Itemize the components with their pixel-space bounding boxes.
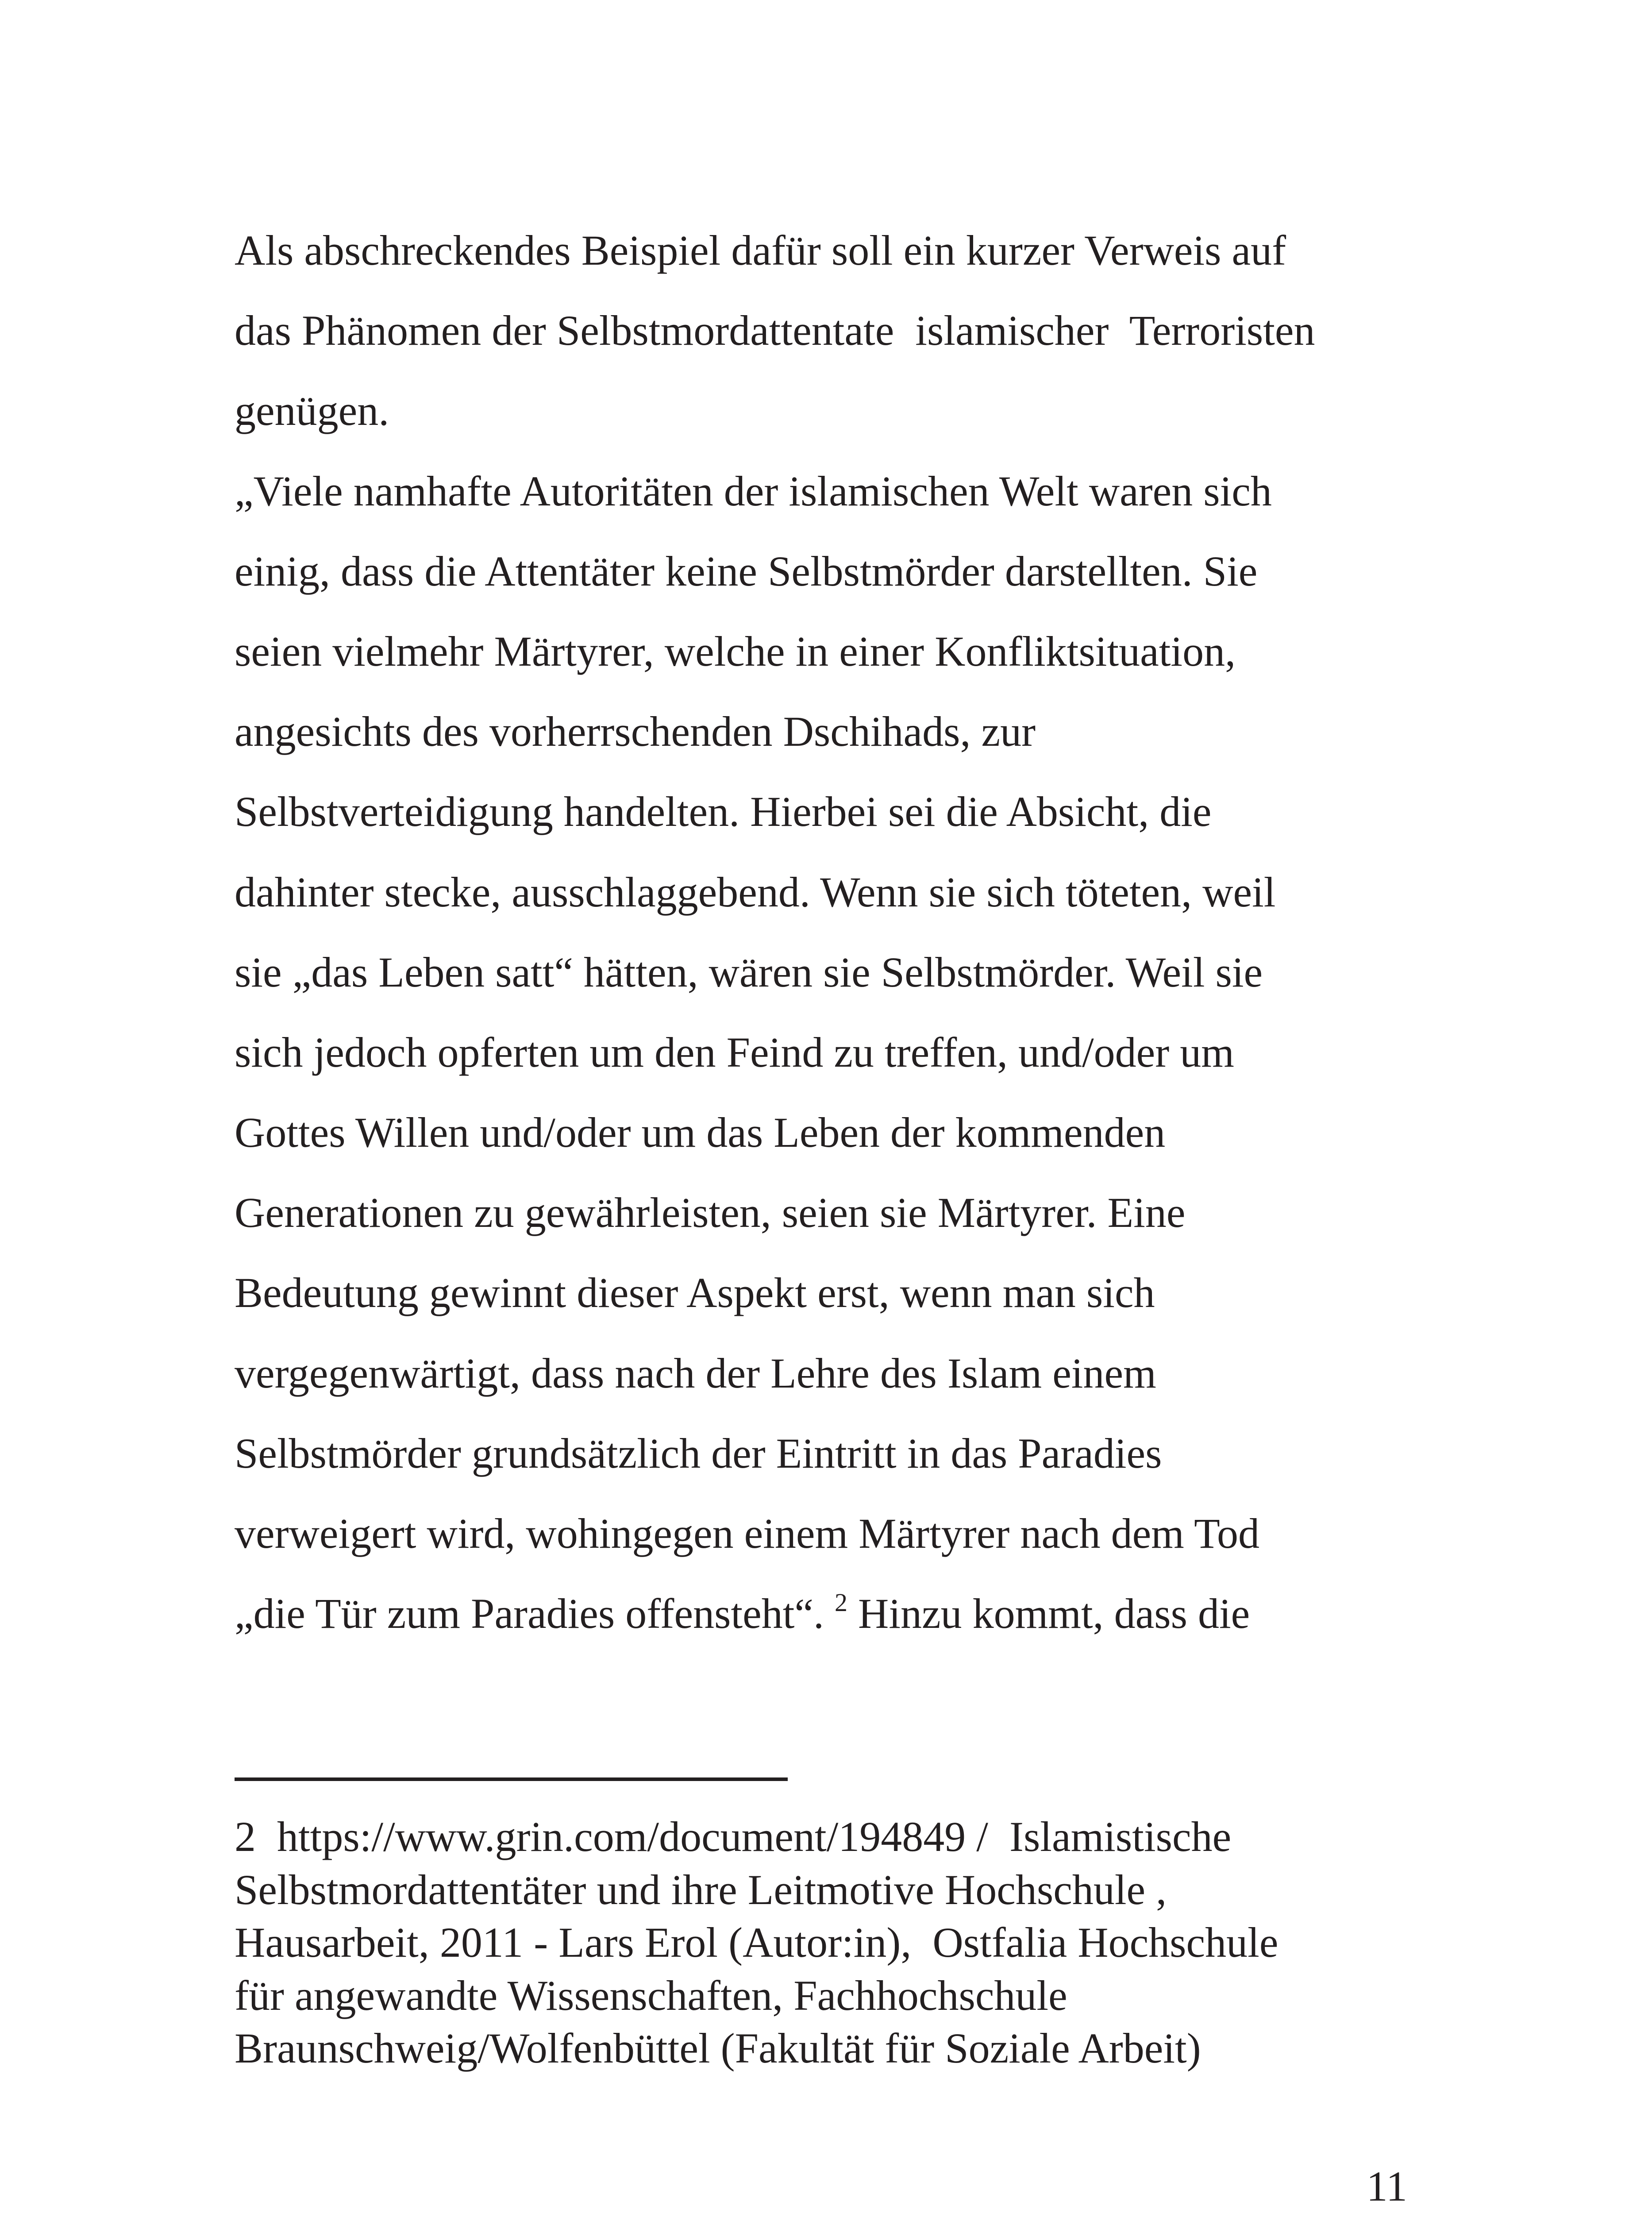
body-line: Als abschreckendes Beispiel dafür soll ein kurzer Verweis auf xyxy=(235,227,1286,274)
body-line: Selbstmörder grundsätzlich der Eintritt in das Paradies xyxy=(235,1429,1162,1477)
body-line: verweigert wird, wohingegen einem Märtyrer nach dem Tod xyxy=(235,1510,1260,1557)
body-line: angesichts des vorherrschenden Dschihads, zur xyxy=(235,708,1036,756)
body-line: genügen. xyxy=(235,387,389,435)
body-line-text: „die Tür zum Paradies offensteht“. xyxy=(235,1590,835,1638)
footnote-line: Braunschweig/Wolfenbüttel (Fakultät für Soziale Arbeit) xyxy=(235,2024,1201,2072)
body-line: seien vielmehr Märtyrer, welche in einer Konfliktsituation, xyxy=(235,627,1236,675)
body-line: Gottes Willen und/oder um das Leben der kommenden xyxy=(235,1109,1166,1157)
body-text xyxy=(235,210,1465,1654)
body-line: sich jedoch opferten um den Feind zu treffen, und/oder um xyxy=(235,1028,1234,1076)
footnote-line: Hausarbeit, 2011 - Lars Erol (Autor:in), Ostfalia Hochschule xyxy=(235,1919,1278,1966)
body-line: dahinter stecke, ausschlaggebend. Wenn sie sich töteten, weil xyxy=(235,868,1276,916)
footnote-line: für angewandte Wissenschaften, Fachhochschule xyxy=(235,1971,1067,2019)
footnote-separator xyxy=(235,1777,788,1781)
body-line: einig, dass die Attentäter keine Selbstmörder darstellten. Sie xyxy=(235,547,1258,595)
footnote-reference[interactable]: 2 xyxy=(835,1588,847,1617)
footnote-line: Selbstmordattentäter und ihre Leitmotive Hochschule , xyxy=(235,1866,1167,1913)
body-line: Generationen zu gewährleisten, seien sie Märtyrer. Eine xyxy=(235,1189,1186,1237)
footnote-line: 2 https://www.grin.com/document/194849 / Islamistische xyxy=(235,1813,1232,1860)
page-number: 11 xyxy=(1366,2163,1407,2210)
body-line: Selbstverteidigung handelten. Hierbei sei die Absicht, die xyxy=(235,788,1212,836)
body-line: vergegenwärtigt, dass nach der Lehre des Islam einem xyxy=(235,1349,1156,1397)
body-line-last xyxy=(235,1573,1465,1654)
body-line-text: Hinzu kommt, dass die xyxy=(847,1590,1250,1638)
footnote xyxy=(235,1810,1465,2075)
body-line: sie „das Leben satt“ hätten, wären sie Selbstmörder. Weil sie xyxy=(235,948,1263,996)
body-line: Bedeutung gewinnt dieser Aspekt erst, wenn man sich xyxy=(235,1269,1155,1317)
body-line: „Viele namhafte Autoritäten der islamischen Welt waren sich xyxy=(235,467,1272,515)
body-line: das Phänomen der Selbstmordattentate islamischer Terroristen xyxy=(235,307,1315,355)
